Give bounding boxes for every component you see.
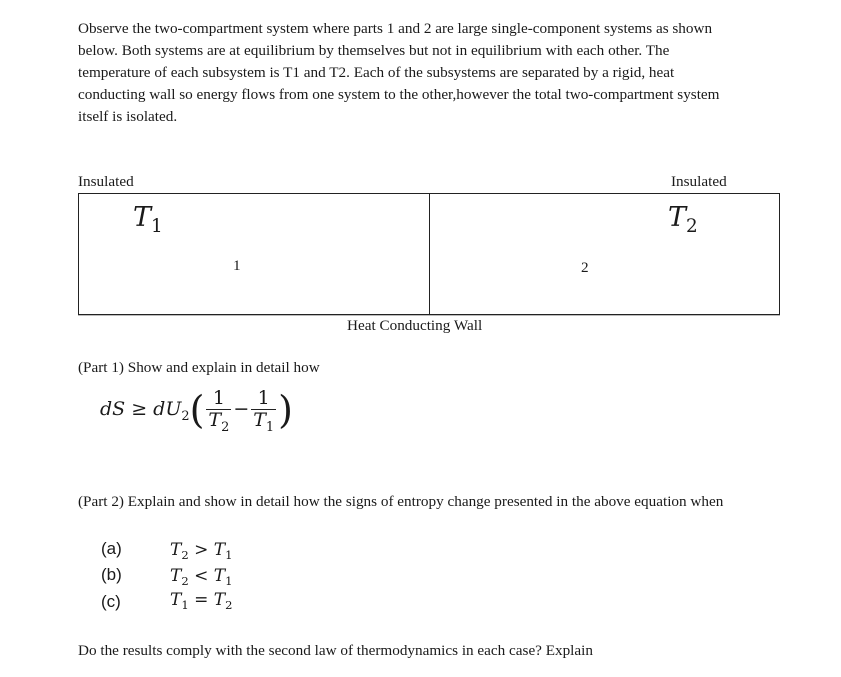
intro-line: below. Both systems are at equilibrium by themselves but not in equilibrium with each other. The: [78, 42, 670, 59]
case-a-label: (a): [101, 539, 122, 558]
heat-conducting-wall: [429, 194, 430, 314]
case-b-label: (b): [101, 565, 122, 584]
insulated-label-left: Insulated: [78, 173, 134, 190]
intro-paragraph: [78, 18, 798, 128]
compartment-1-label: 1: [233, 257, 241, 274]
part1-prompt: (Part 1) Show and explain in detail how: [78, 359, 320, 376]
compartment-2-label: 2: [581, 259, 589, 276]
temperature-t1: $T_1$: [133, 202, 163, 238]
intro-line: itself is isolated.: [78, 108, 178, 125]
case-b-condition: $T_2 < T_1$: [170, 566, 233, 589]
intro-line: Observe the two-compartment system where parts 1 and 2 are large single-component systems as shown: [78, 20, 713, 37]
diagram-underline: [78, 315, 780, 316]
entropy-inequality: dS ≥ $dU_2$( $\frac{1}{T_2}$ − $\frac{1}{T_1}$ ): [100, 387, 293, 435]
intro-line: conducting wall so energy flows from one system to the other,however the total two-compartment system: [78, 86, 720, 103]
fraction-1-over-t1: $\frac{1}{T_1}$: [253, 387, 275, 435]
wall-label: Heat Conducting Wall: [347, 317, 483, 334]
intro-line: temperature of each subsystem is T1 and T2. Each of the subsystems are separated by a rigid, heat: [78, 64, 675, 81]
closing-question: Do the results comply with the second law of thermodynamics in each case? Explain: [78, 642, 593, 659]
case-c-label: (c): [101, 592, 121, 611]
fraction-1-over-t2: $\frac{1}{T_2}$: [208, 387, 230, 435]
case-a-condition: $T_2 > T_1$: [170, 540, 233, 563]
insulated-label-right: Insulated: [671, 173, 727, 190]
case-c-condition: $T_1 = T_2$: [170, 590, 233, 613]
part2-prompt: (Part 2) Explain and show in detail how the signs of entropy change presented in the above equation when: [78, 493, 724, 510]
temperature-t2: $T_2$: [668, 202, 698, 238]
